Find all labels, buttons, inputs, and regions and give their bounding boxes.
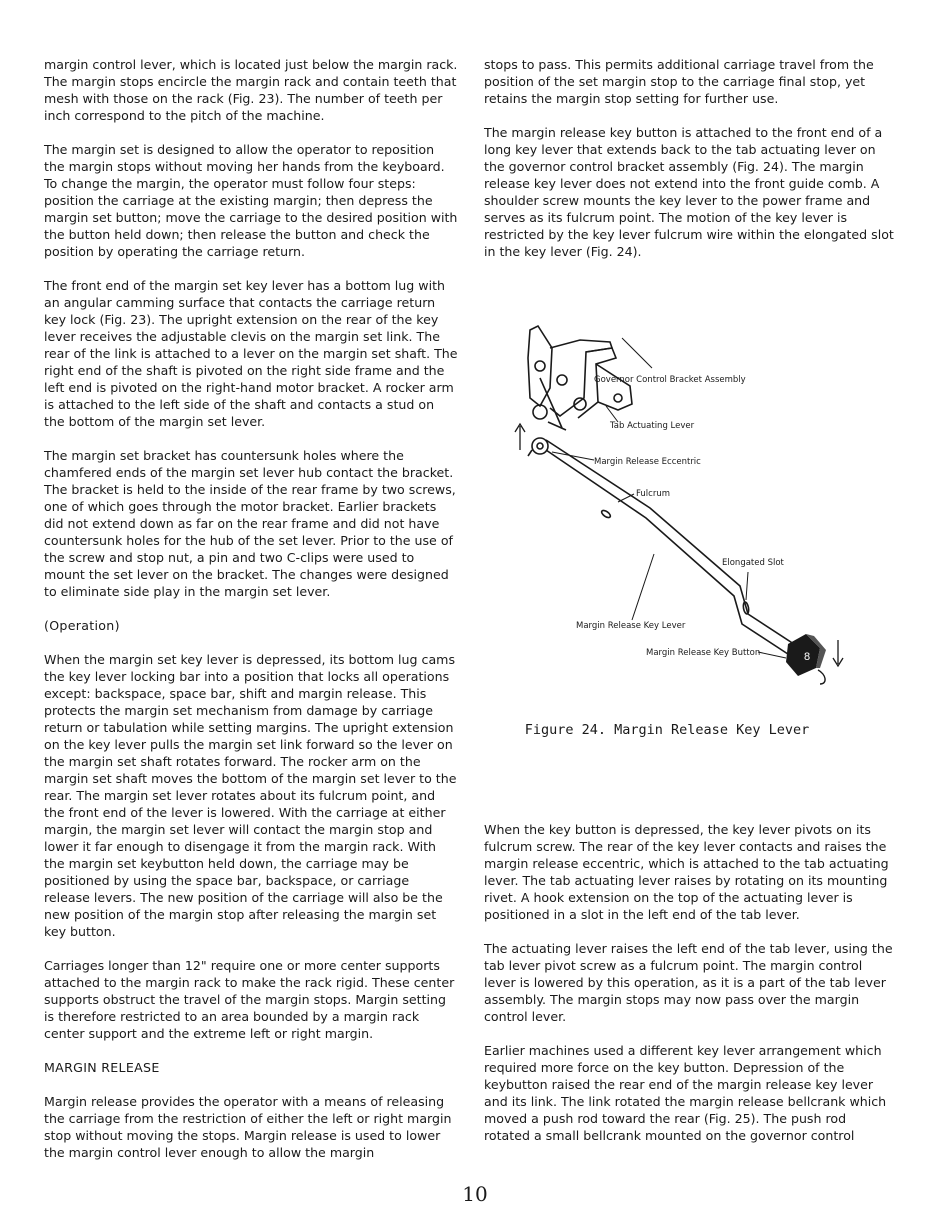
figure-24-diagram: [500, 318, 870, 698]
paragraph: The front end of the margin set key lever has a bottom lug with an angular camming surface that contacts the carriage return key lock (Fig. 23). The upright extension on the rear of the key lever receives the adjustable clevis on the margin set link. The rear of the link is attached to a lever on the margin set shaft. The right end of the shaft is pivoted on the right side frame and the left end is pivoted on the right-hand motor bracket. A rocker arm is attached to the left side of the shaft and contacts a stud on the bottom of the margin set lever.: [44, 278, 458, 429]
paragraph: stops to pass. This permits additional carriage travel from the position of the set margin stop to the carriage final stop, yet retains the margin stop setting for further use.: [484, 57, 874, 106]
paragraph: margin control lever, which is located just below the margin rack. The margin stops encircle the margin rack and contain teeth that mesh with those on the rack (Fig. 23). The number of teeth per inch correspond to the pitch of the machine.: [44, 57, 458, 123]
figure-caption: Figure 24. Margin Release Key Lever: [524, 722, 810, 738]
paragraph: Earlier machines used a different key lever arrangement which required more force on the key button. Depression of the keybutton raised the rear end of the margin release key lever and its link. The link rotated the margin release bellcrank which moved a push rod toward the rear (Fig. 25). The push rod rotated a small bellcrank mounted on the governor control: [484, 1043, 887, 1143]
up-arrow-icon: [515, 424, 525, 450]
section-heading-margin-release: MARGIN RELEASE: [44, 1060, 160, 1075]
right-column-upper: [484, 56, 894, 277]
page-number: 10: [462, 1182, 488, 1206]
label-tab-actuating-lever: Tab Actuating Lever: [610, 421, 695, 431]
label-elongated-slot: Elongated Slot: [722, 558, 784, 568]
paragraph: When the key button is depressed, the key lever pivots on its fulcrum screw. The rear of the key lever contacts and raises the margin release eccentric, which is attached to the tab actuating lever. The tab actuating lever raises by rotating on its mounting rivet. A hook extension on the top of the actuating lever is positioned in a slot in the left end of the tab lever.: [484, 822, 889, 922]
paragraph: Carriages longer than 12" require one or more center supports attached to the margin rack to make the rack rigid. These center supports obstruct the travel of the margin stops. Margin setting is therefore restricted to an area bounded by a margin rack center support and the extreme left or right margin.: [44, 958, 455, 1041]
label-margin-release-key-button: Margin Release Key Button: [646, 648, 761, 658]
svg-text:8: 8: [804, 651, 811, 663]
label-fulcrum: Fulcrum: [636, 489, 671, 499]
down-arrow-icon: [833, 640, 843, 666]
paragraph: When the margin set key lever is depressed, its bottom lug cams the key lever locking bar into a position that locks all operations except: backspace, space bar, shift and margin release. This protects the margin set mechanism from damage by carriage return or tabulation while setting margins. The upright extension on the key lever pulls the margin set link forward so the lever on the margin set shaft rotates forward. The rocker arm on the margin set shaft moves the bottom of the margin set lever to the rear. The margin set lever rotates about its fulcrum point, and the front end of the lever is lowered. With the carriage at either margin, the margin set lever will contact the margin stop and lower it far enough to disengage it from the margin rack. With the margin set keybutton held down, the carriage may be positioned by using the space bar, backspace, or carriage release levers. The new position of the carriage will also be the new position of the margin stop after releasing the margin set key button.: [44, 652, 457, 939]
label-margin-release-eccentric: Margin Release Eccentric: [594, 457, 701, 467]
paragraph: The margin set is designed to allow the operator to reposition the margin stops without moving her hands from the keyboard. To change the margin, the operator must follow four steps: position the carriage at the existing margin; then depress the margin set button; move the carriage to the desired position with the button held down; then release the button and check the position by operating the carriage return.: [44, 142, 458, 259]
label-governor-control-bracket: Governor Control Bracket Assembly: [594, 375, 746, 385]
paragraph: The actuating lever raises the left end of the tab lever, using the tab lever pivot screw as a fulcrum point. The margin control lever is lowered by this operation, as it is a part of the tab lever assembly. The margin stops may now pass over the margin control lever.: [484, 941, 893, 1024]
paragraph: The margin release key button is attached to the front end of a long key lever that extends back to the tab actuating lever on the governor control bracket assembly (Fig. 24). The margin release key lever does not extend into the front guide comb. A shoulder screw mounts the key lever to the power frame and serves as its fulcrum point. The motion of the key lever is restricted by the key lever fulcrum wire within the elongated slot in the key lever (Fig. 24).: [484, 125, 894, 259]
paragraph: Margin release provides the operator with a means of releasing the carriage from the restriction of either the left or right margin stop without moving the stops. Margin release is used to lower the margin control lever enough to allow the margin: [44, 1094, 452, 1160]
governor-bracket-drawing: [528, 326, 632, 456]
label-margin-release-key-lever: Margin Release Key Lever: [576, 621, 686, 631]
left-column: [44, 56, 458, 1178]
section-heading-operation: (Operation): [44, 618, 120, 633]
right-column-lower: [484, 821, 894, 1161]
key-button-drawing: [786, 634, 826, 684]
paragraph: The margin set bracket has countersunk holes where the chamfered ends of the margin set lever hub contact the bracket. The bracket is held to the inside of the rear frame by two screws, one of which goes through the motor bracket. Earlier brackets did not extend down as far on the rear frame and did not have countersunk holes for the hub of the set lever. Prior to the use of the screw and stop nut, a pin and two C-clips were used to mount the set lever on the bracket. The changes were designed to eliminate side play in the margin set lever.: [44, 448, 456, 599]
